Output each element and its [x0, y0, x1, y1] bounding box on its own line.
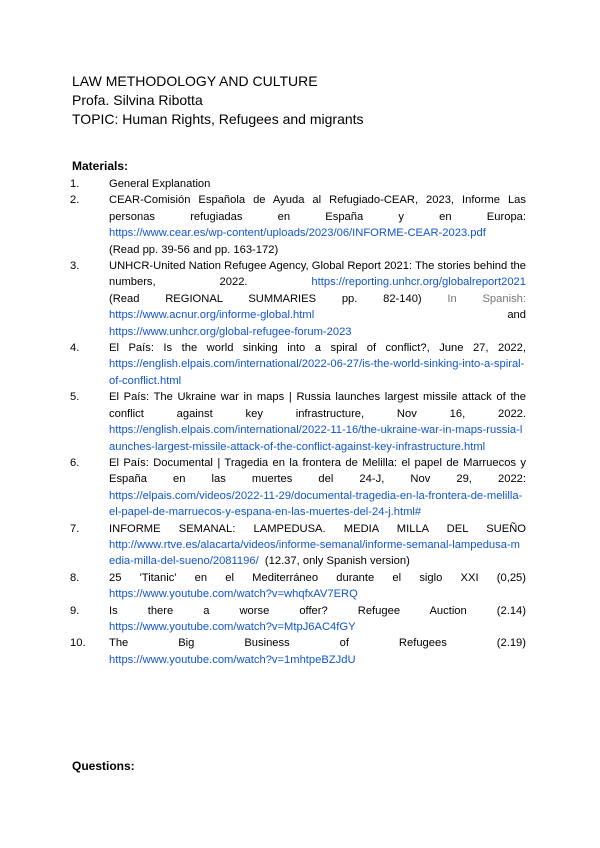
item-note: (12.37, only Spanish version) [264, 555, 410, 568]
list-item [70, 570, 526, 603]
item-note: (Read pp. 39-56 and pp. 163-172) [109, 243, 279, 256]
item-number: 10. [70, 637, 86, 650]
materials-list [70, 176, 527, 668]
acnur-link[interactable]: https://www.acnur.org/informe-global.html [109, 309, 315, 322]
spanish-note: In Spanish: [447, 292, 527, 305]
item-number: 7. [70, 522, 80, 535]
youtube-auction-link[interactable]: https://www.youtube.com/watch?v=MtpJ6AC4fGY [109, 620, 356, 633]
and-text: and [507, 309, 526, 322]
item-number: 3. [70, 260, 80, 273]
item-number: 6. [70, 456, 80, 469]
document-header [72, 72, 532, 129]
list-item [70, 455, 526, 521]
item-text: INFORME SEMANAL: LAMPEDUSA. MEDIA MILLA DEL SUEÑO [109, 522, 526, 535]
item-number: 5. [70, 391, 80, 404]
item-text: CEAR-Comisión Española de Ayuda al Refugiado-CEAR, 2023, Informe Las personas refugiadas en España y en Europa: [109, 194, 526, 223]
item-text: El País: Documental | Tragedia en la frontera de Melilla: el papel de Marruecos y España en las muertes del 24-J, Nov 29, 2022: [109, 456, 526, 486]
list-item [70, 603, 526, 636]
item-text: El País: The Ukraine war in maps | Russia launches largest missile attack of the conflict against key infrastructure, Nov 16, 2022. [109, 391, 526, 420]
list-item [70, 635, 526, 668]
course-title: LAW METHODOLOGY AND CULTURE [72, 73, 318, 89]
questions-heading: Questions: [72, 759, 135, 773]
item-note: (Read REGIONAL SUMMARIES pp. 82-140) [109, 292, 422, 305]
item-text: Is there a worse offer? Refugee Auction (2.14) [109, 604, 526, 617]
youtube-titanic-link[interactable]: https://www.youtube.com/watch?v=whqfxAV7ERQ [109, 588, 358, 601]
list-item [70, 389, 526, 455]
refugee-forum-link[interactable]: https://www.unhcr.org/global-refugee-forum-2023 [109, 325, 352, 338]
item-text: The Big Business of Refugees (2.19) [109, 637, 526, 650]
item-number: 1. [70, 178, 80, 190]
item-number: 4. [70, 342, 80, 355]
item-text: General Explanation [109, 178, 211, 190]
list-item [70, 192, 526, 258]
materials-heading: Materials: [72, 159, 129, 173]
elpais-melilla-link[interactable]: https://elpais.com/videos/2022-11-29/documental-tragedia-en-la-frontera-de-melilla-el-papel-de-marruecos-y-espana-en-las-muertes-del-24-j.html# [109, 489, 523, 519]
youtube-business-link[interactable]: https://www.youtube.com/watch?v=1mhtpeBZJdU [109, 653, 356, 666]
list-item [70, 258, 527, 340]
list-item [70, 340, 526, 389]
elpais-conflict-link[interactable]: https://english.elpais.com/international/2022-06-27/is-the-world-sinking-into-a-spiral-of-conflict.html [109, 358, 525, 387]
list-item [70, 176, 526, 192]
topic-line: TOPIC: Human Rights, Refugees and migrants [72, 111, 364, 127]
item-text: 25 'Titanic' en el Mediterráneo durante el siglo XXI (0,25) [109, 571, 526, 584]
item-text: UNHCR-United Nation Refugee Agency, Global Report 2021: The stories behind the numbers, 2022. [109, 260, 526, 289]
item-number: 9. [70, 604, 80, 617]
item-number: 8. [70, 571, 80, 584]
item-number: 2. [70, 194, 80, 207]
elpais-ukraine-link[interactable]: https://english.elpais.com/international/2022-11-16/the-ukraine-war-in-maps-russia-launches-largest-missile-attack-of-the-conflict-against-key-infrastructure.html [109, 424, 523, 453]
cear-report-link[interactable]: https://www.cear.es/wp-content/uploads/2023/06/INFORME-CEAR-2023.pdf [109, 227, 486, 240]
professor-name: Profa. Silvina Ribotta [72, 92, 203, 108]
list-item [70, 521, 526, 570]
rtve-lampedusa-link[interactable]: http://www.rtve.es/alacarta/videos/informe-semanal/informe-semanal-lampedusa-media-milla-del-sueno/2081196/ [109, 538, 520, 568]
item-text: El País: Is the world sinking into a spiral of conflict?, June 27, 2022, [109, 342, 526, 355]
unhcr-report-link[interactable]: https://reporting.unhcr.org/globalreport2021 [311, 276, 526, 289]
